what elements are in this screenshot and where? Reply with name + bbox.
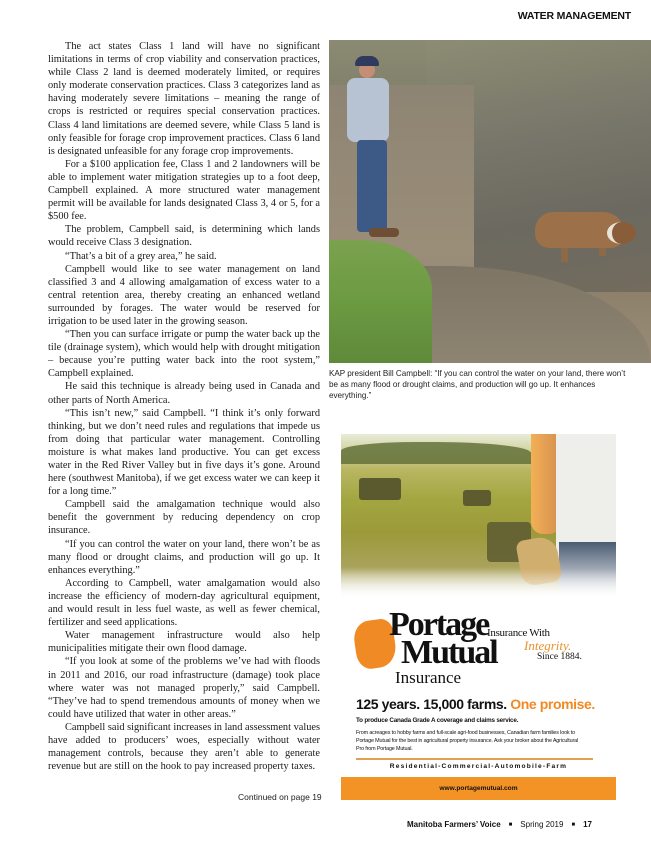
article-paragraph: “If you can control the water on your land, there won’t be as many flood or drought claims, and production will go up. It enhances everything.”: [48, 538, 320, 576]
article-paragraph: “That’s a bit of a grey area,” he said.: [65, 250, 217, 262]
ad-photo-hay-bale: [463, 490, 491, 506]
photo-man-jeans: [357, 140, 387, 232]
ad-url-banner[interactable]: [341, 777, 616, 800]
photo-man-cap: [355, 56, 379, 66]
tagline-integrity: Integrity.: [524, 638, 572, 653]
ad-photo-trees: [341, 442, 531, 464]
article-paragraph: “If you look at some of the problems we’ve had with floods in 2011 and 2016, our road infrastructure (damage) took place where water was not managed properly,” said Campbell. “They’ve had to spend tremendous amounts of money when we could have utilized that water in other areas.”: [48, 656, 320, 720]
photo-caption: KAP president Bill Campbell: “If you can control the water on your land, there won’t be as many flood or drought claims, and production will go up. It enhances everything.”: [329, 369, 626, 400]
footer-page-number: 17: [583, 820, 592, 829]
ad-divider: [356, 758, 593, 760]
logo-text-portage: Portage: [389, 606, 489, 643]
photo-grass: [329, 240, 432, 363]
photo-dog-head: [607, 222, 636, 244]
footer-publication: Manitoba Farmers’ Voice: [407, 820, 501, 829]
ad-insurance-lines: Residential-Commercial-Automobile-Farm: [389, 763, 568, 770]
article-paragraph: Campbell said the amalgamation technique would also benefit the government by reducing dependency on crop insurance.: [48, 499, 320, 537]
article-paragraph: “Then you can surface irrigate or pump the water back up the tile (drainage system), which would help with drought mitigation – because you’re putting water back into the root system,” Campbell explained.: [48, 329, 320, 380]
ad-photo-fade: [341, 569, 616, 599]
article-paragraph: According to Campbell, water amalgamation would also increase the efficiency of modern-day agricultural equipment, and would result in less fuel waste, as well as fewer chemical, fertilizer and seed applications.: [48, 577, 320, 629]
footer-separator: ■: [508, 822, 513, 828]
article-paragraph: “This isn’t new,” said Campbell. “I think it’s only forward thinking, but we don’t need rules and regulations that impede us from doing that particular water management. Controlling moisture is what makes land productive. You can get excess water in the Red River Valley but in five days it’s gone. Around here (southwest Manitoba), if we get excess water we can keep it for a long time.”: [48, 407, 320, 498]
ad-photo-hay-bale: [359, 478, 401, 500]
article-paragraph: The problem, Campbell said, is determining which lands would receive Class 3 designation.: [48, 224, 320, 249]
logo-text-insurance: Insurance: [395, 668, 462, 687]
page-footer: [407, 820, 592, 829]
ad-body: From acreages to hobby farms and full-scale agri-food businesses, Canadian farm families look to Portage Mutual for the best in agricultural property insurance. Ask your broker about the Agricultural Pro from Portage Mutual.: [356, 730, 579, 752]
article-paragraph: Campbell would like to see water management on land classified 3 and 4 allowing amalgamation of excess water to a central retention area, thereby creating an enhanced wetland surrounded by forages. The water would be reserved for irrigation to be used later in the growing season.: [48, 263, 320, 327]
ad-headline-main: 125 years. 15,000 farms.: [356, 696, 511, 712]
article-paragraph: He said this technique is already being used in Canada and other parts of North America.: [48, 381, 320, 406]
article-paragraph: For a $100 application fee, Class 1 and 2 landowners will be able to implement water mitigation strategies up to a foot deep, Campbell explained. A more structured water management permit will be available for lands designated Class 3, 4 or 5, for a $500 fee.: [48, 158, 320, 223]
ad-photo: [341, 434, 616, 599]
article-paragraph: The act states Class 1 land will have no significant limitations in terms of crop viability and conservation practices, while Class 2 land is deemed moderately limited, or requires only moderate conservation practices. Class 3 categorizes land as having moderately severe limitations – meaning the range of crops is restricted or requires special conservation practices. Class 4 land limitations are deemed severe, while Class 5 land is only feasible for forage crop improvement practices. Class 6 land is designated unfeasible for any forage crop improvements.: [48, 41, 320, 157]
ad-subhead: To produce Canada Grade A coverage and claims service.: [356, 717, 519, 724]
article-body: [48, 40, 320, 773]
footer-issue: Spring 2019: [520, 820, 564, 829]
logo-text-mutual: Mutual: [401, 634, 497, 671]
article-photo: [329, 40, 651, 363]
ad-headline-accent: One promise.: [510, 696, 595, 712]
tagline-since: Since 1884.: [537, 652, 582, 662]
photo-man-shirt: [347, 78, 389, 142]
continued-link[interactable]: Continued on page 19: [238, 792, 322, 802]
tagline-prefix: Insurance With: [487, 627, 550, 639]
article-paragraph: Campbell said significant increases in land assessment values have added to producers’ woes, especially without water management controls, because they aren’t able to generate revenue but are still on the hook to pay increased property taxes.: [48, 721, 320, 773]
portage-mutual-ad[interactable]: [341, 434, 616, 820]
article-paragraph: Water management infrastructure would also help municipalities mitigate their own flood damage.: [48, 630, 320, 655]
ad-url-link[interactable]: www.portagemutual.com: [439, 785, 518, 792]
ad-headline: [356, 696, 595, 712]
footer-separator: ■: [571, 822, 576, 828]
photo-man-boots: [369, 228, 399, 237]
section-header: WATER MANAGEMENT: [517, 10, 631, 22]
